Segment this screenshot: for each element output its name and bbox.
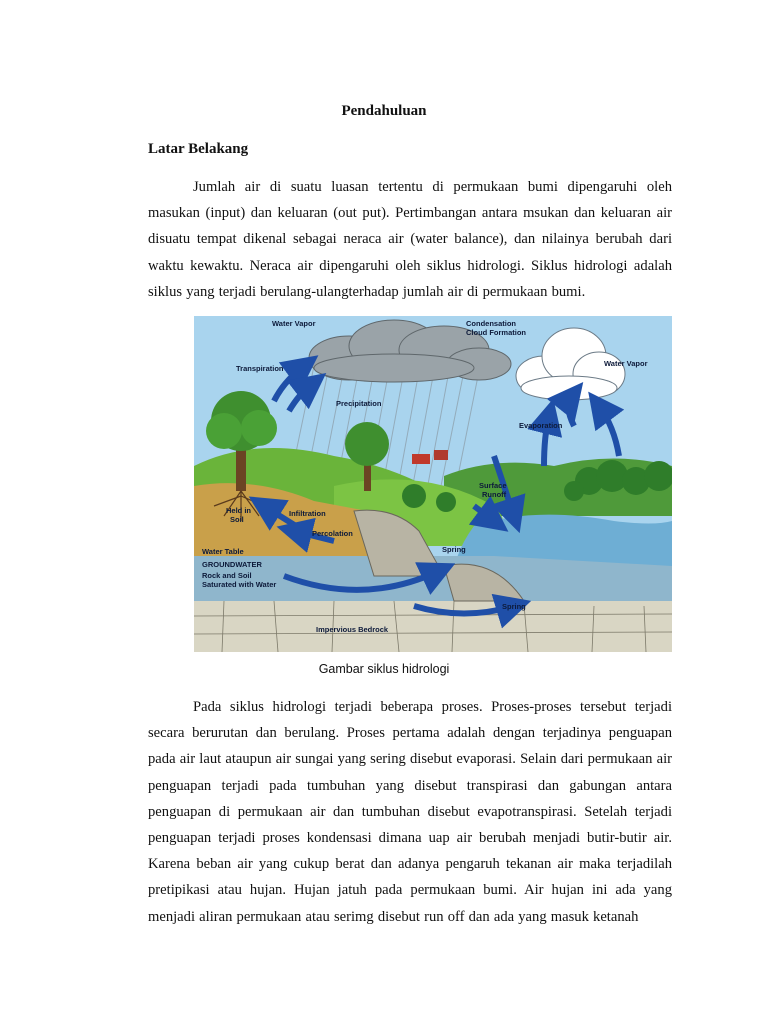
page-title: Pendahuluan [341, 103, 427, 119]
label-evaporation: Evaporation [519, 421, 563, 430]
label-cloud-formation: Cloud Formation [466, 328, 526, 337]
label-surface: Surface [479, 481, 507, 490]
label-transpiration: Transpiration [236, 364, 284, 373]
label-runoff: Runoff [482, 490, 507, 499]
label-water-vapor-right: Water Vapor [604, 359, 648, 368]
label-held-in: Held in [226, 506, 252, 515]
hydrologic-cycle-figure [194, 316, 672, 652]
label-impervious-bedrock: Impervious Bedrock [316, 625, 389, 634]
hydrologic-cycle-illustration [194, 316, 672, 652]
label-groundwater: GROUNDWATER [202, 560, 262, 569]
label-rock-and-soil: Rock and Soil [202, 571, 252, 580]
paragraph-intro: Jumlah air di suatu luasan tertentu di permukaan bumi dipengaruhi oleh masukan (input) dan keluaran (out put). Pertimbangan antara msukan dan keluaran air disuatu tempat dikenal sebagai neraca air (water balance), dan nilainya berubah dari waktu kewaktu. Neraca air dipengaruhi oleh siklus hidrologi. Siklus hidrologi adalah siklus yang terjadi berulang-ulangterhadap jumlah air di permukaan bumi. [148, 179, 672, 300]
figure-caption: Gambar siklus hidrologi [318, 662, 450, 676]
label-water-vapor-left: Water Vapor [272, 319, 316, 328]
label-precipitation: Precipitation [336, 399, 382, 408]
label-saturated-with-water: Saturated with Water [202, 580, 277, 589]
label-condensation: Condensation [466, 319, 516, 328]
section-heading: Latar Belakang [148, 141, 249, 157]
label-infiltration: Infiltration [289, 509, 326, 518]
label-soil: Soil [230, 515, 244, 524]
label-spring-lower: Spring [502, 602, 526, 611]
label-water-table: Water Table [202, 547, 244, 556]
paragraph-processes: Pada siklus hidrologi terjadi beberapa proses. Proses-proses tersebut terjadi secara berurutan dan berulang. Proses pertama adalah dengan terjadinya penguapan pada air laut ataupun air sungai yang sering disebut evaporasi. Selain dari permukaan air penguapan terjadi pada tumbuhan yang disebut transpirasi dan gabungan antara penguapan di permukaan air dan tumbuhan disebut evapotranspirasi. Setelah terjadi penguapan terjadi proses kondensasi dimana uap air berubah menjadi butir-butir air. Karena beban air yang cukup berat dan adanya pengaruh tekanan air maka terjadilah pretipikasi atau hujan. Hujan jatuh pada permukaan bumi. Air hujan ini ada yang menjadi aliran permukaan atau serimg disebut run off dan ada yang masuk ketanah [148, 699, 672, 925]
label-spring-upper: Spring [442, 545, 466, 554]
label-percolation: Percolation [312, 529, 353, 538]
